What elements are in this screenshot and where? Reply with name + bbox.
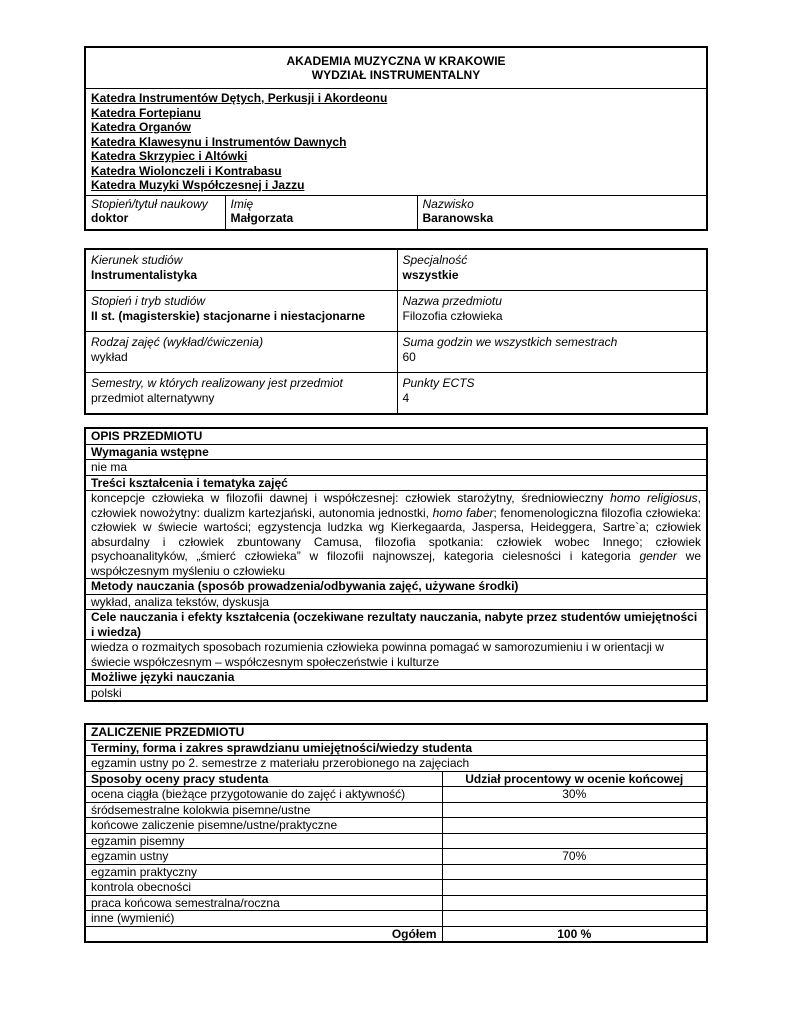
degree-value: doktor <box>91 211 129 225</box>
terms-label: Terminy, forma i zakres sprawdzianu umiejętności/wiedzy studenta <box>85 740 707 756</box>
specialty-cell <box>397 249 707 291</box>
department-item: Katedra Fortepianu <box>91 105 202 120</box>
languages-value: polski <box>85 685 707 701</box>
table-row <box>85 833 707 849</box>
share-cell <box>442 802 707 818</box>
assessment-table <box>84 723 708 943</box>
ects-cell <box>397 373 707 415</box>
method-cell: kontrola obecności <box>85 880 442 896</box>
method-cell: egzamin praktyczny <box>85 864 442 880</box>
share-cell <box>442 911 707 927</box>
description-title: OPIS PRZEDMIOTU <box>85 428 707 444</box>
semesters-value: przedmiot alternatywny <box>91 390 215 405</box>
department-item: Katedra Wiolonczeli i Kontrabasu <box>91 163 282 178</box>
level-value: II st. (magisterskie) stacjonarne i niestacjonarne <box>91 308 366 323</box>
table-row <box>85 880 707 896</box>
level-cell <box>85 291 397 332</box>
department-item: Katedra Skrzypiec i Altówki <box>91 149 248 163</box>
content-term: homo religiosus <box>610 491 698 505</box>
table-row <box>85 849 707 865</box>
subject-label: Nazwa przedmiotu <box>402 294 502 308</box>
study-table <box>84 248 708 415</box>
first-name-cell <box>225 195 417 230</box>
content-term: homo faber <box>432 505 494 520</box>
prereq-label: Wymagania wstępne <box>85 444 707 460</box>
level-label: Stopień i tryb studiów <box>91 294 206 308</box>
last-name-label: Nazwisko <box>422 196 474 211</box>
share-cell <box>442 833 707 849</box>
method-cell: inne (wymienić) <box>85 911 442 927</box>
goals-value: wiedza o rozmaitych sposobach rozumienia człowieka powinna pomagać w samorozumieniu i w orientacji w świecie współczesnym – współczesnym społeczeństwie i kulturze <box>85 640 707 670</box>
terms-value: egzamin ustny po 2. semestrze z materiału przerobionego na zajęciach <box>85 756 707 772</box>
methods-label: Metody nauczania (sposób prowadzenia/odbywania zajęć, używane środki) <box>85 579 707 595</box>
assessment-title: ZALICZENIE PRZEDMIOTU <box>85 724 707 740</box>
method-cell: egzamin ustny <box>85 849 442 865</box>
share-cell <box>442 818 707 834</box>
table-row <box>85 818 707 834</box>
department-item: Katedra Muzyki Współczesnej i Jazzu <box>91 178 305 192</box>
method-cell: ocena ciągła (bieżące przygotowanie do zajęć i aktywność) <box>85 787 442 803</box>
academy-name: AKADEMIA MUZYCZNA W KRAKOWIE <box>286 53 506 68</box>
table-row <box>85 787 707 803</box>
specialty-label: Specjalność <box>402 253 468 267</box>
degree-cell <box>85 195 225 230</box>
direction-label: Kierunek studiów <box>91 253 183 267</box>
methods-value: wykład, analiza tekstów, dyskusja <box>85 594 707 610</box>
hours-value: 60 <box>402 349 416 364</box>
subject-cell <box>397 291 707 332</box>
semesters-cell <box>85 373 397 415</box>
specialty-value: wszystkie <box>402 267 459 282</box>
last-name-value: Baranowska <box>422 211 494 225</box>
share-cell <box>442 864 707 880</box>
department-item: Katedra Klawesynu i Instrumentów Dawnych <box>91 134 347 149</box>
method-cell: praca końcowa semestralna/roczna <box>85 895 442 911</box>
method-cell: śródsemestralne kolokwia pisemne/ustne <box>85 802 442 818</box>
total-label: Ogółem <box>85 926 442 942</box>
ects-value: 4 <box>402 390 410 405</box>
direction-value: Instrumentalistyka <box>91 267 198 282</box>
content-text: , człowiek nowożytny: dualizm kartezjański, autonomia jednostki, <box>91 491 701 520</box>
share-cell: 70% <box>442 849 707 865</box>
content-text: koncepcje człowieka w filozofii dawnej i współczesnej: człowiek starożytny, średniowieczny <box>91 491 611 505</box>
content-text: ; fenomenologiczna filozofia człowieka: człowiek w świecie wartości; egzystencja ludzka wg Kierkegaarda, Jaspersa, Heideggera, Sartre`a; człowiek absurdalny i człowiek zbuntowany Camusa, filozofia spotkania: człowiek wobec Innego; człowiek psychoanalityków, „śmierć człowieka” w filozofii najnowszej, kategoria cielesności i kategoria <box>91 505 702 563</box>
content-label: Treści kształcenia i tematyka zajęć <box>85 475 707 491</box>
share-column-header: Udział procentowy w ocenie końcowej <box>442 771 707 787</box>
languages-label: Możliwe języki nauczania <box>85 670 707 686</box>
method-cell: końcowe zaliczenie pisemne/ustne/praktyczne <box>85 818 442 834</box>
type-value: wykład <box>91 349 128 364</box>
department-item: Katedra Organów <box>91 120 192 134</box>
first-name-value: Małgorzata <box>230 211 294 225</box>
share-cell <box>442 895 707 911</box>
share-cell: 30% <box>442 787 707 803</box>
goals-label: Cele nauczania i efekty kształcenia (oczekiwane rezultaty nauczania, nabyte przez studentów umiejętności i wiedza) <box>85 610 707 640</box>
last-name-cell <box>417 195 707 230</box>
department-item: Katedra Instrumentów Dętych, Perkusji i Akordeonu <box>91 91 388 105</box>
header-table <box>84 46 708 231</box>
share-cell <box>442 880 707 896</box>
institution-cell <box>85 47 707 89</box>
ects-label: Punkty ECTS <box>402 376 475 390</box>
semesters-label: Semestry, w których realizowany jest przedmiot <box>91 376 343 390</box>
prereq-value: nie ma <box>85 460 707 476</box>
method-column-header: Sposoby oceny pracy studenta <box>85 771 442 787</box>
table-row <box>85 864 707 880</box>
degree-label: Stopień/tytuł naukowy <box>91 196 208 211</box>
method-cell: egzamin pisemny <box>85 833 442 849</box>
hours-cell <box>397 332 707 373</box>
total-value: 100 % <box>442 926 707 942</box>
content-value <box>85 491 707 579</box>
description-table <box>84 427 708 702</box>
content-term: gender <box>639 549 677 563</box>
direction-cell <box>85 249 397 291</box>
first-name-label: Imię <box>230 196 254 211</box>
subject-value: Filozofia człowieka <box>402 308 503 323</box>
content-text: we współczesnym myśleniu o człowieku <box>91 549 701 578</box>
table-row <box>85 802 707 818</box>
hours-label: Suma godzin we wszystkich semestrach <box>402 335 618 349</box>
type-label: Rodzaj zajęć (wykład/ćwiczenia) <box>91 335 264 349</box>
table-row <box>85 895 707 911</box>
faculty-name: WYDZIAŁ INSTRUMENTALNY <box>311 68 481 82</box>
type-cell <box>85 332 397 373</box>
departments-cell <box>85 89 707 196</box>
table-row <box>85 911 707 927</box>
